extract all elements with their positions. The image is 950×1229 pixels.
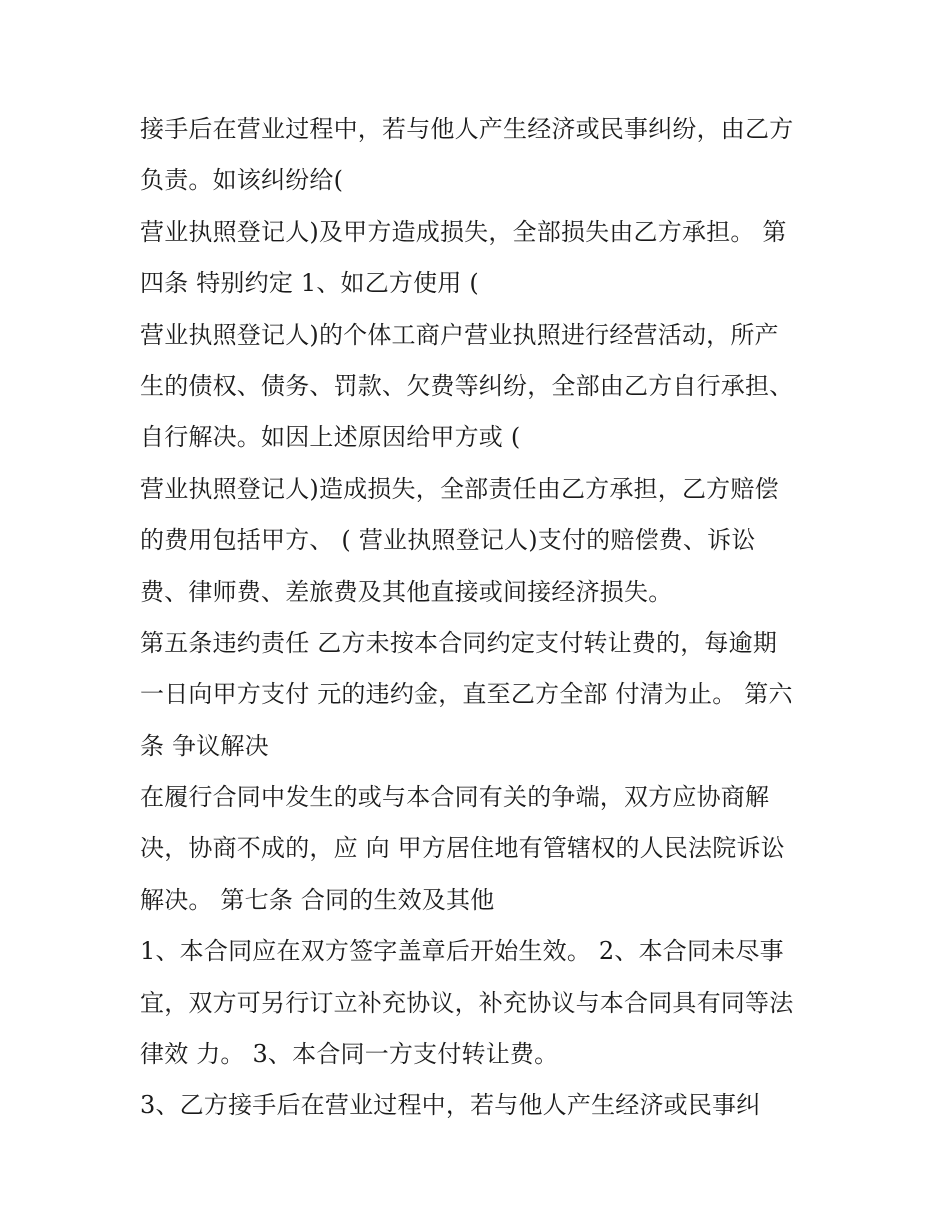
text-line: 生的债权、债务、罚款、欠费等纠纷，全部由乙方自行承担、 [140,371,794,400]
text-line: 营业执照登记人)造成损失，全部责任由乙方承担，乙方赔偿 [140,474,779,503]
text-line: 营业执照登记人)的个体工商户营业执照进行经营活动，所产 [140,320,779,349]
text-line: 自行解决。如因上述原因给甲方或 ( [140,423,521,452]
text-line: 在履行合同中发生的或与本合同有关的争端，双方应协商解 [140,783,770,812]
text-line: 营业执照登记人)及甲方造成损失，全部损失由乙方承担。 第 [140,217,787,246]
text-line: 负责。如该纠纷给( [140,166,344,195]
text-line: 决，协商不成的，应 向 甲方居住地有管辖权的人民法院诉讼 [140,834,785,863]
text-line: 解决。 第七条 合同的生效及其他 [140,885,495,914]
text-line: 3、乙方接手后在营业过程中，若与他人产生经济或民事纠 [140,1091,761,1120]
text-line: 律效 力。 3、本合同一方支付转让费。 [140,1040,559,1069]
text-line: 四条 特别约定 1、如乙方使用 ( [140,269,479,298]
text-line: 宜，双方可另行订立补充协议，补充协议与本合同具有同等法 [140,988,794,1017]
text-line: 条 争议解决 [140,731,269,760]
text-line: 1、本合同应在双方签字盖章后开始生效。 2、本合同未尽事 [140,937,784,966]
text-line: 第五条违约责任 乙方未按本合同约定支付转让费的，每逾期 [140,628,778,657]
text-line: 接手后在营业过程中，若与他人产生经济或民事纠纷，由乙方 [140,115,794,143]
text-line: 一日向甲方支付 元的违约金，直至乙方全部 付清为止。 第六 [140,680,793,709]
contract-body-text [140,104,830,1132]
text-line: 的费用包括甲方、 ( 营业执照登记人)支付的赔偿费、诉讼 [140,526,756,555]
text-line: 费、律师费、差旅费及其他直接或间接经济损失。 [140,577,673,606]
